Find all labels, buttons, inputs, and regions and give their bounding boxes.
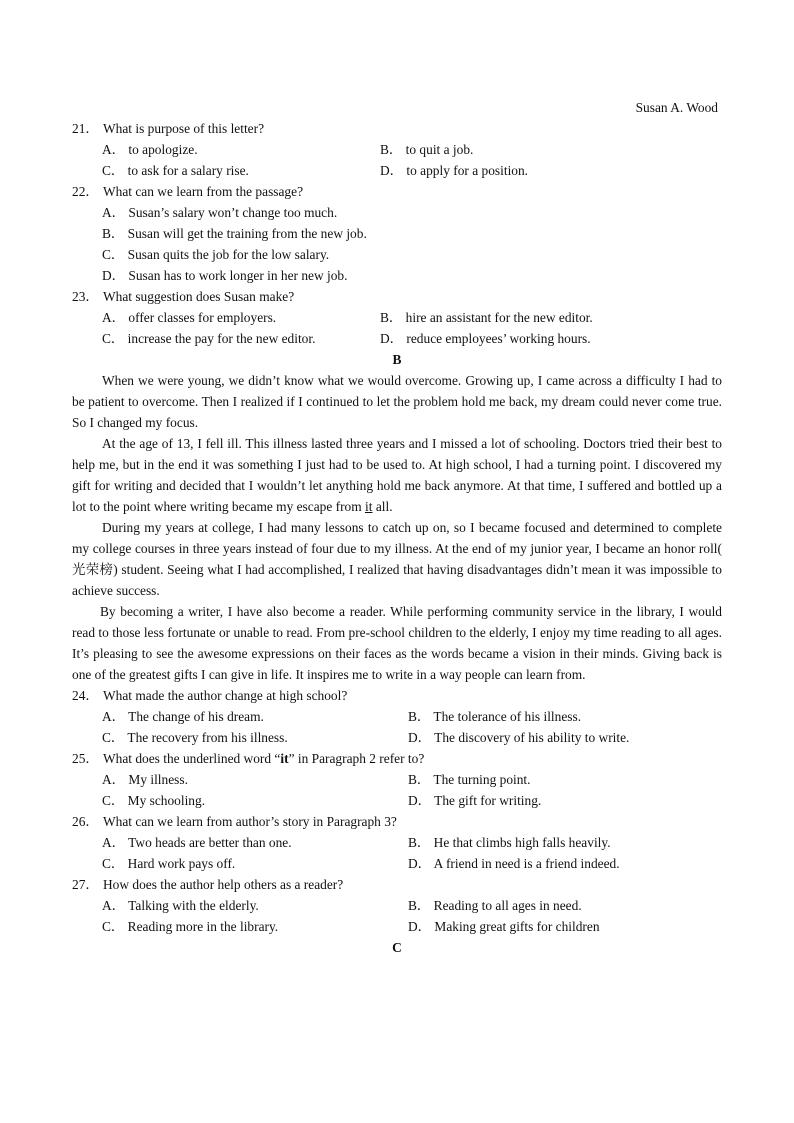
options-row — [72, 727, 722, 748]
question-stem: What is purpose of this letter? — [103, 121, 265, 136]
option-c: C． Reading more in the library. — [102, 919, 279, 934]
underlined-word: it — [365, 499, 373, 514]
option-a: A． My illness. — [102, 772, 188, 787]
passage-paragraph-3: During my years at college, I had many lessons to catch up on, so I became focused and determined to complete my college courses in three years instead of four due to my illness. At the end of my junior year, I became an honor roll( 光荣榜) student. Seeing what I had accomplished, I realized that having disadvantages didn’t mean it was impossible to achieve success. — [72, 520, 722, 598]
question-number: 24． — [72, 688, 99, 703]
question-25 — [72, 748, 722, 769]
question-stem-end: ” in Paragraph 2 refer to? — [288, 751, 425, 766]
option-c: C． Hard work pays off. — [102, 856, 236, 871]
options-row — [72, 769, 722, 790]
options-row — [72, 853, 722, 874]
option-a: A． to apologize. — [102, 142, 198, 157]
question-24 — [72, 685, 722, 706]
option-d: D． The gift for writing. — [408, 793, 542, 808]
option-c: C． The recovery from his illness. — [102, 730, 288, 745]
option-b: B． hire an assistant for the new editor. — [380, 310, 593, 325]
option-d: D． Susan has to work longer in her new job. — [102, 268, 348, 283]
option-a: A． The change of his dream. — [102, 709, 264, 724]
options-row — [72, 790, 722, 811]
question-number: 23． — [72, 289, 99, 304]
question-stem: What does the underlined word “ — [103, 751, 281, 766]
option-b: B． Reading to all ages in need. — [408, 898, 582, 913]
options-row — [72, 160, 722, 181]
section-heading-c: C — [392, 940, 402, 955]
option-d: D． The discovery of his ability to write. — [408, 730, 630, 745]
option-a: A． Two heads are better than one. — [102, 835, 292, 850]
option-b: B． to quit a job. — [380, 142, 474, 157]
passage-paragraph-4: By becoming a writer, I have also become a reader. While performing community service in the library, I would read to those less fortunate or unable to read. From pre-school children to the elderly, I enjoy my time reading to all ages. It’s pleasing to see the awesome expressions on their faces as the words became a vision in their minds. Giving back is one of the greatest gifts I can give in life. It inspires me to write in a way people can learn from. — [72, 604, 722, 682]
option-b: B． Susan will get the training from the new job. — [102, 226, 367, 241]
option-c: C． My schooling. — [102, 793, 206, 808]
question-number: 22． — [72, 184, 99, 199]
option-b: B． He that climbs high falls heavily. — [408, 835, 611, 850]
option-c: C． increase the pay for the new editor. — [102, 331, 316, 346]
paragraph-text: At the age of 13, I fell ill. This illness lasted three years and I missed a lot of schooling. Doctors tried their best to help me, but in the end it was something I just had to be used to. At high school, I had a turning point. I discovered my gift for writing and decided that I wouldn’t let anything hold me back anymore. At that time, I suffered and bottled up a lot to the point where writing became my escape from — [72, 436, 722, 514]
exam-page — [72, 97, 722, 958]
options-row — [72, 139, 722, 160]
option-b: B． The tolerance of his illness. — [408, 709, 582, 724]
options-row — [72, 328, 722, 349]
question-27 — [72, 874, 722, 895]
option-c: C． to ask for a salary rise. — [102, 163, 249, 178]
option-a: A． Susan’s salary won’t change too much. — [102, 205, 338, 220]
question-stem: What suggestion does Susan make? — [103, 289, 295, 304]
option-d: D． A friend in need is a friend indeed. — [408, 856, 620, 871]
question-stem: What made the author change at high school? — [103, 688, 348, 703]
bold-word: it — [280, 751, 289, 766]
question-number: 21． — [72, 121, 99, 136]
question-22 — [72, 181, 722, 202]
question-number: 25． — [72, 751, 99, 766]
question-number: 26． — [72, 814, 99, 829]
option-d: D． reduce employees’ working hours. — [380, 331, 591, 346]
option-d: D． Making great gifts for children — [408, 919, 600, 934]
section-heading-b: B — [392, 352, 402, 367]
passage-paragraph-2 — [72, 433, 722, 517]
options-row — [72, 895, 722, 916]
option-b: B． The turning point. — [408, 772, 531, 787]
question-stem: What can we learn from author’s story in Paragraph 3? — [103, 814, 397, 829]
passage-paragraph-1: When we were young, we didn’t know what we would overcome. Growing up, I came across a difficulty I had to be patient to overcome. Then I realized if I continued to let the problem hold me back, my dream could never come true. So I changed my focus. — [72, 373, 722, 430]
options-row — [72, 307, 722, 328]
option-a: A． offer classes for employers. — [102, 310, 277, 325]
question-stem: How does the author help others as a reader? — [103, 877, 344, 892]
question-stem: What can we learn from the passage? — [103, 184, 304, 199]
options-row — [72, 832, 722, 853]
question-21 — [72, 118, 722, 139]
options-row — [72, 916, 722, 937]
option-a: A． Talking with the elderly. — [102, 898, 259, 913]
question-23 — [72, 286, 722, 307]
question-number: 27． — [72, 877, 99, 892]
letter-signature: Susan A. Wood — [635, 100, 718, 115]
option-d: D． to apply for a position. — [380, 163, 529, 178]
paragraph-text-end: all. — [372, 499, 393, 514]
question-26 — [72, 811, 722, 832]
options-row — [72, 706, 722, 727]
option-c: C． Susan quits the job for the low salary. — [102, 247, 330, 262]
